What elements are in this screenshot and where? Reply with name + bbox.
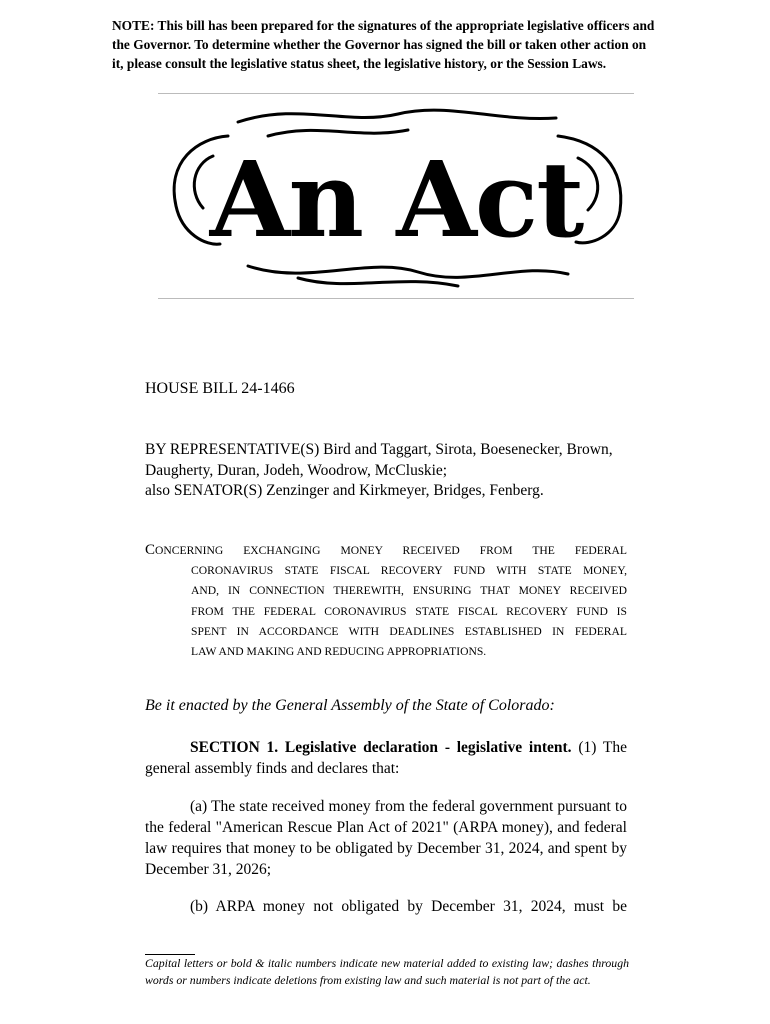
title-first-cap: C (145, 542, 156, 558)
paragraph-b: (b) ARPA money not obligated by December 31, 2024, must be (190, 898, 627, 915)
footnote: Capital letters or bold & italic numbers indicate new material added to existing law; dashes through words or numbers indicate deletions from existing law and such material is not part of the act. (145, 956, 629, 987)
title-line-6: LAW AND MAKING AND REDUCING APPROPRIATIONS. (191, 645, 487, 659)
house-sponsors: BY REPRESENTATIVE(S) Bird and Taggart, Sirota, Boesenecker, Brown, Daugherty, Duran, Jodeh, Woodrow, McCluskie; (145, 441, 613, 479)
sponsors (145, 440, 630, 502)
flourish-top-inner (268, 130, 408, 136)
an-act-logo (158, 96, 634, 296)
title-line-4: FROM THE FEDERAL CORONAVIRUS STATE FISCAL RECOVERY FUND IS (191, 604, 627, 618)
paragraph-a: (a) The state received money from the federal government pursuant to the federal "American Rescue Plan Act of 2021" (ARPA money), and federal law requires that money to be obligated by December 31, 2024, and spent by December 31, 2026; (145, 798, 627, 878)
logo-top-rule (158, 93, 634, 94)
enacting-clause: Be it enacted by the General Assembly of the State of Colorado: (145, 697, 555, 714)
section-1-text: (1) The general assembly finds and declares that: (145, 739, 627, 777)
section-1 (145, 737, 627, 779)
logo-bottom-rule (158, 298, 634, 299)
title-line-1: CONCERNING EXCHANGING MONEY RECEIVED FROM THE FEDERAL (145, 542, 627, 558)
title-line-2: CORONAVIRUS STATE FISCAL RECOVERY FUND WITH STATE MONEY, (191, 564, 627, 578)
title-line-5: SPENT IN ACCORDANCE WITH DEADLINES ESTABLISHED IN FEDERAL (191, 624, 627, 638)
senate-sponsors: also SENATOR(S) Zenzinger and Kirkmeyer, Bridges, Fenberg. (145, 482, 544, 499)
section-1-heading: SECTION 1. Legislative declaration - legislative intent. (190, 739, 572, 756)
flourish-bottom (248, 266, 568, 277)
flourish-top (238, 110, 556, 122)
logo-text: An Act (209, 138, 583, 261)
signature-note: NOTE: This bill has been prepared for the signatures of the appropriate legislative officers and the Governor. To determine whether the Governor has signed the bill or taken other action on it, please consult the legislative status sheet, the legislative history, or the Session Laws. (112, 18, 655, 71)
bill-number: HOUSE BILL 24-1466 (145, 380, 295, 397)
bill-title (145, 540, 627, 662)
flourish-bottom-inner (298, 278, 458, 286)
title-line-3: AND, IN CONNECTION THEREWITH, ENSURING THAT MONEY RECEIVED (191, 584, 627, 598)
